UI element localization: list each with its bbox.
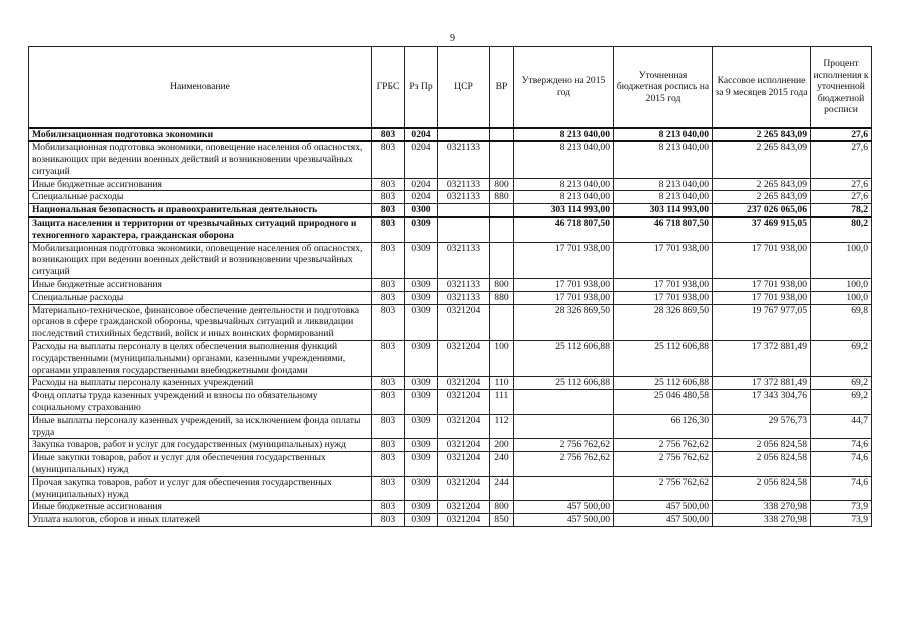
header-name: Наименование: [29, 47, 372, 128]
row-vr: [490, 217, 514, 242]
row-refined: 25 112 606,88: [614, 377, 713, 390]
table-row: [29, 452, 872, 477]
header-rzpr: Рз Пр: [405, 47, 438, 128]
row-refined: 8 213 040,00: [614, 141, 713, 178]
row-rzpr: 0204: [405, 141, 438, 178]
row-csr: [438, 128, 490, 142]
row-rzpr: 0204: [405, 128, 438, 142]
row-vr: 100: [490, 341, 514, 377]
row-refined: 25 046 480,58: [614, 390, 713, 415]
row-name: Специальные расходы: [29, 191, 372, 204]
header-vr: ВР: [490, 47, 514, 128]
row-cash: 17 372 881,49: [713, 377, 811, 390]
row-percent: 100,0: [811, 291, 872, 304]
table-row: [29, 514, 872, 527]
row-csr: 0321204: [438, 341, 490, 377]
row-refined: 457 500,00: [614, 501, 713, 514]
row-name: Уплата налогов, сборов и иных платежей: [29, 514, 372, 527]
table-row: [29, 304, 872, 340]
row-name: Иные бюджетные ассигнования: [29, 501, 372, 514]
row-grbs: 803: [372, 501, 405, 514]
row-percent: 73,9: [811, 501, 872, 514]
row-name: Прочая закупка товаров, работ и услуг для обеспечения государственных (муниципальных) нужд: [29, 476, 372, 501]
table-row: [29, 204, 872, 217]
row-grbs: 803: [372, 304, 405, 340]
row-csr: 0321204: [438, 390, 490, 415]
header-approved: Утверждено на 2015 год: [514, 47, 614, 128]
row-csr: 0321133: [438, 178, 490, 191]
row-cash: 338 270,98: [713, 501, 811, 514]
table-row: [29, 217, 872, 242]
row-percent: 27,6: [811, 178, 872, 191]
row-grbs: 803: [372, 439, 405, 452]
row-approved: 2 756 762,62: [514, 452, 614, 477]
row-csr: 0321133: [438, 279, 490, 292]
row-percent: 69,2: [811, 390, 872, 415]
row-rzpr: 0309: [405, 242, 438, 278]
row-percent: 80,2: [811, 217, 872, 242]
row-vr: 200: [490, 439, 514, 452]
row-cash: 2 265 843,09: [713, 191, 811, 204]
row-refined: 28 326 869,50: [614, 304, 713, 340]
row-approved: 46 718 807,50: [514, 217, 614, 242]
table-row: [29, 191, 872, 204]
row-cash: 19 767 977,05: [713, 304, 811, 340]
row-percent: 100,0: [811, 279, 872, 292]
row-cash: 17 343 304,76: [713, 390, 811, 415]
row-percent: 74,6: [811, 476, 872, 501]
row-rzpr: 0309: [405, 377, 438, 390]
row-grbs: 803: [372, 191, 405, 204]
row-name: Национальная безопасность и правоохранительная деятельность: [29, 204, 372, 217]
row-vr: 112: [490, 414, 514, 439]
row-refined: 2 756 762,62: [614, 439, 713, 452]
row-csr: [438, 204, 490, 217]
row-rzpr: 0309: [405, 217, 438, 242]
table-row: [29, 414, 872, 439]
row-percent: 27,6: [811, 141, 872, 178]
row-cash: 2 056 824,58: [713, 452, 811, 477]
row-name: Иные закупки товаров, работ и услуг для обеспечения государственных (муниципальных) нужд: [29, 452, 372, 477]
row-approved: 25 112 606,88: [514, 377, 614, 390]
row-approved: 28 326 869,50: [514, 304, 614, 340]
row-csr: 0321204: [438, 514, 490, 527]
row-approved: 17 701 938,00: [514, 242, 614, 278]
row-csr: 0321204: [438, 304, 490, 340]
row-refined: 457 500,00: [614, 514, 713, 527]
header-percent: Процент исполнения к уточненной бюджетной росписи: [811, 47, 872, 128]
row-name: Фонд оплаты труда казенных учреждений и взносы по обязательному социальному страхованию: [29, 390, 372, 415]
table-row: [29, 128, 872, 142]
row-rzpr: 0309: [405, 341, 438, 377]
header-cash: Кассовое исполнение за 9 месяцев 2015 года: [713, 47, 811, 128]
row-cash: 37 469 915,05: [713, 217, 811, 242]
row-name: Иные бюджетные ассигнования: [29, 279, 372, 292]
row-rzpr: 0309: [405, 514, 438, 527]
row-csr: 0321204: [438, 439, 490, 452]
page-number: 9: [450, 33, 455, 44]
row-cash: 2 056 824,58: [713, 439, 811, 452]
row-cash: 237 026 065,06: [713, 204, 811, 217]
header-refined: Уточненная бюджетная роспись на 2015 год: [614, 47, 713, 128]
row-vr: 240: [490, 452, 514, 477]
row-refined: 2 756 762,62: [614, 452, 713, 477]
row-approved: 25 112 606,88: [514, 341, 614, 377]
row-vr: 244: [490, 476, 514, 501]
row-csr: 0321133: [438, 191, 490, 204]
row-csr: 0321133: [438, 291, 490, 304]
row-csr: 0321204: [438, 414, 490, 439]
row-csr: 0321204: [438, 377, 490, 390]
row-vr: 880: [490, 191, 514, 204]
row-approved: [514, 390, 614, 415]
row-refined: 25 112 606,88: [614, 341, 713, 377]
row-vr: [490, 128, 514, 142]
row-percent: 27,6: [811, 128, 872, 142]
row-grbs: 803: [372, 390, 405, 415]
row-name: Специальные расходы: [29, 291, 372, 304]
row-rzpr: 0309: [405, 390, 438, 415]
row-csr: 0321133: [438, 242, 490, 278]
row-percent: 73,9: [811, 514, 872, 527]
row-name: Материально-техническое, финансовое обеспечение деятельности и подготовка органов в сфере гражданской обороны, чрезвычайных ситуаций и ликвидации последствий стихийных бедствий, войск и иных воинских формирований: [29, 304, 372, 340]
row-rzpr: 0204: [405, 178, 438, 191]
row-name: Мобилизационная подготовка экономики, оповещение населения об опасностях, возникающих при ведении военных действий и возникновении чрезвычайных ситуаций: [29, 242, 372, 278]
row-refined: 17 701 938,00: [614, 291, 713, 304]
row-refined: 8 213 040,00: [614, 191, 713, 204]
row-vr: [490, 242, 514, 278]
row-name: Иные бюджетные ассигнования: [29, 178, 372, 191]
row-cash: 2 265 843,09: [713, 141, 811, 178]
row-grbs: 803: [372, 414, 405, 439]
row-grbs: 803: [372, 279, 405, 292]
row-approved: [514, 414, 614, 439]
table-row: [29, 178, 872, 191]
row-vr: 850: [490, 514, 514, 527]
header-grbs: ГРБС: [372, 47, 405, 128]
row-csr: 0321133: [438, 141, 490, 178]
row-vr: [490, 304, 514, 340]
row-grbs: 803: [372, 178, 405, 191]
row-percent: 74,6: [811, 439, 872, 452]
row-grbs: 803: [372, 128, 405, 142]
table-header-row: [29, 47, 872, 128]
row-refined: 303 114 993,00: [614, 204, 713, 217]
row-approved: 457 500,00: [514, 501, 614, 514]
row-cash: 2 056 824,58: [713, 476, 811, 501]
row-approved: 2 756 762,62: [514, 439, 614, 452]
row-name: Защита населения и территории от чрезвычайных ситуаций природного и техногенного характера, гражданская оборона: [29, 217, 372, 242]
row-grbs: 803: [372, 204, 405, 217]
row-approved: 457 500,00: [514, 514, 614, 527]
row-refined: 8 213 040,00: [614, 178, 713, 191]
row-rzpr: 0309: [405, 439, 438, 452]
row-grbs: 803: [372, 242, 405, 278]
row-rzpr: 0309: [405, 452, 438, 477]
row-vr: [490, 204, 514, 217]
row-approved: [514, 476, 614, 501]
row-rzpr: 0309: [405, 304, 438, 340]
row-csr: 0321204: [438, 452, 490, 477]
row-grbs: 803: [372, 217, 405, 242]
row-rzpr: 0300: [405, 204, 438, 217]
row-percent: 74,6: [811, 452, 872, 477]
row-name: Мобилизационная подготовка экономики: [29, 128, 372, 142]
header-csr: ЦСР: [438, 47, 490, 128]
row-vr: 110: [490, 377, 514, 390]
row-vr: 800: [490, 279, 514, 292]
table-row: [29, 476, 872, 501]
row-cash: 17 701 938,00: [713, 291, 811, 304]
row-refined: 17 701 938,00: [614, 279, 713, 292]
row-approved: 303 114 993,00: [514, 204, 614, 217]
row-refined: 17 701 938,00: [614, 242, 713, 278]
row-name: Иные выплаты персоналу казенных учреждений, за исключением фонда оплаты труда: [29, 414, 372, 439]
row-vr: 111: [490, 390, 514, 415]
row-name: Закупка товаров, работ и услуг для государственных (муниципальных) нужд: [29, 439, 372, 452]
budget-execution-table: [28, 46, 872, 527]
row-rzpr: 0204: [405, 191, 438, 204]
row-csr: 0321204: [438, 501, 490, 514]
row-cash: 29 576,73: [713, 414, 811, 439]
row-approved: 8 213 040,00: [514, 191, 614, 204]
row-grbs: 803: [372, 377, 405, 390]
row-grbs: 803: [372, 476, 405, 501]
table-row: [29, 377, 872, 390]
row-vr: [490, 141, 514, 178]
row-percent: 69,8: [811, 304, 872, 340]
row-percent: 27,6: [811, 191, 872, 204]
row-vr: 800: [490, 178, 514, 191]
table-row: [29, 341, 872, 377]
row-vr: 800: [490, 501, 514, 514]
row-name: Расходы на выплаты персоналу в целях обеспечения выполнения функций государственными (муниципальными) органами, казенными учреждениями, органами управления государственными внебюджетными фондами: [29, 341, 372, 377]
row-grbs: 803: [372, 141, 405, 178]
row-approved: 8 213 040,00: [514, 141, 614, 178]
table-body: [29, 128, 872, 527]
row-refined: 46 718 807,50: [614, 217, 713, 242]
row-name: Мобилизационная подготовка экономики, оповещение населения об опасностях, возникающих при ведении военных действий и возникновении чрезвычайных ситуаций: [29, 141, 372, 178]
row-name: Расходы на выплаты персоналу казенных учреждений: [29, 377, 372, 390]
table-row: [29, 279, 872, 292]
row-cash: 2 265 843,09: [713, 178, 811, 191]
row-grbs: 803: [372, 291, 405, 304]
row-percent: 78,2: [811, 204, 872, 217]
row-cash: 17 372 881,49: [713, 341, 811, 377]
row-approved: 17 701 938,00: [514, 291, 614, 304]
table-row: [29, 291, 872, 304]
row-refined: 2 756 762,62: [614, 476, 713, 501]
table-row: [29, 501, 872, 514]
row-percent: 44,7: [811, 414, 872, 439]
row-grbs: 803: [372, 452, 405, 477]
row-rzpr: 0309: [405, 291, 438, 304]
row-cash: 2 265 843,09: [713, 128, 811, 142]
row-grbs: 803: [372, 514, 405, 527]
row-percent: 69,2: [811, 377, 872, 390]
row-rzpr: 0309: [405, 501, 438, 514]
row-rzpr: 0309: [405, 279, 438, 292]
row-approved: 8 213 040,00: [514, 128, 614, 142]
table-row: [29, 242, 872, 278]
row-csr: [438, 217, 490, 242]
row-refined: 8 213 040,00: [614, 128, 713, 142]
row-cash: 17 701 938,00: [713, 242, 811, 278]
row-percent: 100,0: [811, 242, 872, 278]
row-rzpr: 0309: [405, 476, 438, 501]
table-row: [29, 439, 872, 452]
row-approved: 8 213 040,00: [514, 178, 614, 191]
row-percent: 69,2: [811, 341, 872, 377]
row-vr: 880: [490, 291, 514, 304]
row-grbs: 803: [372, 341, 405, 377]
row-cash: 338 270,98: [713, 514, 811, 527]
row-approved: 17 701 938,00: [514, 279, 614, 292]
table-row: [29, 141, 872, 178]
row-csr: 0321204: [438, 476, 490, 501]
row-cash: 17 701 938,00: [713, 279, 811, 292]
row-rzpr: 0309: [405, 414, 438, 439]
table-row: [29, 390, 872, 415]
row-refined: 66 126,30: [614, 414, 713, 439]
